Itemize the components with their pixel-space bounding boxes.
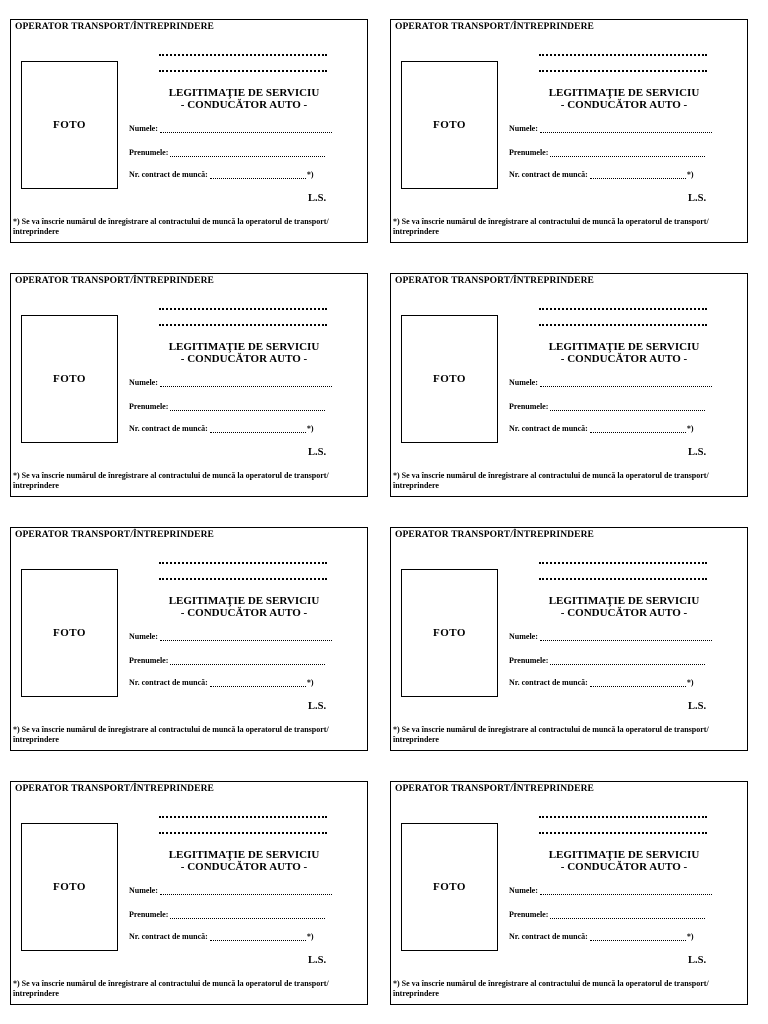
operator-header: OPERATOR TRANSPORT/ÎNTREPRINDERE: [395, 530, 594, 540]
firstname-input-line[interactable]: [550, 403, 705, 411]
card-title-sub: - CONDUCĂTOR AUTO -: [560, 353, 688, 365]
operator-name-line[interactable]: [539, 559, 707, 564]
operator-name-line[interactable]: [159, 51, 327, 56]
firstname-input-line[interactable]: [170, 149, 325, 157]
name-input-line[interactable]: [540, 887, 712, 895]
stamp-label: L.S.: [308, 701, 327, 712]
card-title-sub: - CONDUCĂTOR AUTO -: [180, 99, 308, 111]
card-title-main: LEGITIMAŢIE DE SERVICIU: [168, 341, 320, 353]
operator-name-line[interactable]: [159, 813, 327, 818]
name-label: Numele:: [509, 124, 538, 133]
operator-header: OPERATOR TRANSPORT/ÎNTREPRINDERE: [15, 22, 214, 32]
photo-box: [21, 61, 118, 189]
contract-input-line[interactable]: [590, 425, 686, 433]
firstname-label: Prenumele:: [509, 910, 549, 919]
name-input-line[interactable]: [160, 633, 332, 641]
contract-label: Nr. contract de muncă:: [509, 424, 588, 433]
card-title-main: LEGITIMAŢIE DE SERVICIU: [168, 87, 320, 99]
firstname-input-line[interactable]: [550, 149, 705, 157]
contract-label: Nr. contract de muncă:: [509, 678, 588, 687]
card-title-sub: - CONDUCĂTOR AUTO -: [560, 861, 688, 873]
photo-box: [21, 315, 118, 443]
card-title-main: LEGITIMAŢIE DE SERVICIU: [548, 87, 700, 99]
id-card-4: [390, 273, 748, 497]
photo-box: [21, 823, 118, 951]
contract-label: Nr. contract de muncă:: [129, 170, 208, 179]
contract-footnote-mark: *): [306, 170, 314, 179]
name-input-line[interactable]: [160, 887, 332, 895]
contract-footnote-mark: *): [306, 932, 314, 941]
footnote: *) Se va înscrie numărul de înregistrare al contractului de muncă la operatorul de transport/întreprindere: [393, 217, 709, 236]
id-card-5: [10, 527, 368, 751]
firstname-field[interactable]: [129, 910, 325, 919]
firstname-field[interactable]: [129, 148, 325, 157]
id-card-2: [390, 19, 748, 243]
name-input-line[interactable]: [540, 633, 712, 641]
photo-label: FOTO: [433, 881, 466, 893]
stamp-label: L.S.: [688, 955, 707, 966]
photo-box: [21, 569, 118, 697]
name-field[interactable]: [509, 124, 712, 133]
name-field[interactable]: [509, 378, 712, 387]
firstname-field[interactable]: [509, 148, 705, 157]
photo-label: FOTO: [433, 373, 466, 385]
card-title: [151, 849, 337, 873]
card-title-sub: - CONDUCĂTOR AUTO -: [180, 861, 308, 873]
card-title: [531, 595, 717, 619]
card-title: [531, 849, 717, 873]
footnote: *) Se va înscrie numărul de înregistrare al contractului de muncă la operatorul de transport/întreprindere: [13, 979, 329, 998]
operator-name-line[interactable]: [539, 305, 707, 310]
footnote: *) Se va înscrie numărul de înregistrare al contractului de muncă la operatorul de transport/întreprindere: [393, 471, 709, 490]
name-field[interactable]: [509, 886, 712, 895]
contract-field[interactable]: [509, 424, 693, 433]
id-card-1: [10, 19, 368, 243]
card-title-sub: - CONDUCĂTOR AUTO -: [180, 353, 308, 365]
operator-name-line[interactable]: [159, 559, 327, 564]
photo-box: [401, 823, 498, 951]
photo-label: FOTO: [53, 373, 86, 385]
contract-input-line[interactable]: [590, 679, 686, 687]
firstname-label: Prenumele:: [129, 402, 169, 411]
operator-header: OPERATOR TRANSPORT/ÎNTREPRINDERE: [15, 784, 214, 794]
firstname-label: Prenumele:: [129, 148, 169, 157]
card-title: [151, 595, 337, 619]
operator-header: OPERATOR TRANSPORT/ÎNTREPRINDERE: [395, 22, 594, 32]
contract-field[interactable]: [129, 932, 313, 941]
contract-footnote-mark: *): [306, 424, 314, 433]
firstname-field[interactable]: [129, 656, 325, 665]
stamp-label: L.S.: [308, 447, 327, 458]
stamp-label: L.S.: [688, 447, 707, 458]
name-field[interactable]: [509, 632, 712, 641]
firstname-label: Prenumele:: [129, 656, 169, 665]
name-label: Numele:: [129, 886, 158, 895]
operator-address-line[interactable]: [159, 575, 327, 580]
card-title-main: LEGITIMAŢIE DE SERVICIU: [548, 595, 700, 607]
name-input-line[interactable]: [540, 379, 712, 387]
name-field[interactable]: [129, 886, 332, 895]
operator-header: OPERATOR TRANSPORT/ÎNTREPRINDERE: [15, 276, 214, 286]
contract-field[interactable]: [509, 932, 693, 941]
firstname-label: Prenumele:: [509, 656, 549, 665]
contract-footnote-mark: *): [306, 678, 314, 687]
stamp-label: L.S.: [308, 193, 327, 204]
photo-box: [401, 61, 498, 189]
photo-box: [401, 315, 498, 443]
firstname-label: Prenumele:: [129, 910, 169, 919]
name-label: Numele:: [129, 632, 158, 641]
id-card-6: [390, 527, 748, 751]
card-title-main: LEGITIMAŢIE DE SERVICIU: [168, 595, 320, 607]
name-input-line[interactable]: [160, 125, 332, 133]
contract-label: Nr. contract de muncă:: [129, 424, 208, 433]
name-input-line[interactable]: [160, 379, 332, 387]
name-field[interactable]: [129, 378, 332, 387]
firstname-input-line[interactable]: [170, 403, 325, 411]
operator-address-line[interactable]: [539, 321, 707, 326]
firstname-input-line[interactable]: [550, 911, 705, 919]
contract-field[interactable]: [509, 678, 693, 687]
name-label: Numele:: [129, 124, 158, 133]
card-title-sub: - CONDUCĂTOR AUTO -: [560, 99, 688, 111]
operator-address-line[interactable]: [539, 67, 707, 72]
contract-field[interactable]: [129, 424, 313, 433]
photo-box: [401, 569, 498, 697]
operator-header: OPERATOR TRANSPORT/ÎNTREPRINDERE: [15, 530, 214, 540]
contract-field[interactable]: [129, 678, 313, 687]
footnote: *) Se va înscrie numărul de înregistrare al contractului de muncă la operatorul de transport/întreprindere: [13, 217, 329, 236]
operator-header: OPERATOR TRANSPORT/ÎNTREPRINDERE: [395, 276, 594, 286]
operator-header: OPERATOR TRANSPORT/ÎNTREPRINDERE: [395, 784, 594, 794]
card-title: [151, 341, 337, 365]
name-label: Numele:: [509, 632, 538, 641]
card-title-sub: - CONDUCĂTOR AUTO -: [180, 607, 308, 619]
contract-footnote-mark: *): [686, 170, 694, 179]
stamp-label: L.S.: [688, 193, 707, 204]
footnote: *) Se va înscrie numărul de înregistrare al contractului de muncă la operatorul de transport/întreprindere: [393, 725, 709, 744]
card-title: [151, 87, 337, 111]
name-label: Numele:: [509, 886, 538, 895]
contract-footnote-mark: *): [686, 678, 694, 687]
contract-footnote-mark: *): [686, 932, 694, 941]
card-title: [531, 87, 717, 111]
card-title-main: LEGITIMAŢIE DE SERVICIU: [548, 341, 700, 353]
photo-label: FOTO: [433, 119, 466, 131]
firstname-input-line[interactable]: [170, 657, 325, 665]
footnote: *) Se va înscrie numărul de înregistrare al contractului de muncă la operatorul de transport/întreprindere: [13, 471, 329, 490]
card-title-main: LEGITIMAŢIE DE SERVICIU: [168, 849, 320, 861]
contract-field[interactable]: [509, 170, 693, 179]
operator-address-line[interactable]: [539, 829, 707, 834]
operator-name-line[interactable]: [539, 51, 707, 56]
operator-address-line[interactable]: [539, 575, 707, 580]
name-input-line[interactable]: [540, 125, 712, 133]
name-field[interactable]: [129, 632, 332, 641]
contract-input-line[interactable]: [590, 933, 686, 941]
photo-label: FOTO: [53, 119, 86, 131]
stamp-label: L.S.: [308, 955, 327, 966]
contract-label: Nr. contract de muncă:: [509, 170, 588, 179]
id-card-7: [10, 781, 368, 1005]
id-card-3: [10, 273, 368, 497]
contract-input-line[interactable]: [590, 171, 686, 179]
card-title-main: LEGITIMAŢIE DE SERVICIU: [548, 849, 700, 861]
operator-name-line[interactable]: [159, 305, 327, 310]
contract-label: Nr. contract de muncă:: [509, 932, 588, 941]
card-title: [531, 341, 717, 365]
photo-label: FOTO: [433, 627, 466, 639]
contract-field[interactable]: [129, 170, 313, 179]
firstname-input-line[interactable]: [170, 911, 325, 919]
id-card-8: [390, 781, 748, 1005]
operator-name-line[interactable]: [539, 813, 707, 818]
contract-input-line[interactable]: [210, 933, 306, 941]
firstname-field[interactable]: [129, 402, 325, 411]
firstname-field[interactable]: [509, 910, 705, 919]
firstname-field[interactable]: [509, 402, 705, 411]
footnote: *) Se va înscrie numărul de înregistrare al contractului de muncă la operatorul de transport/întreprindere: [13, 725, 329, 744]
operator-address-line[interactable]: [159, 829, 327, 834]
contract-label: Nr. contract de muncă:: [129, 932, 208, 941]
contract-input-line[interactable]: [210, 679, 306, 687]
name-field[interactable]: [129, 124, 332, 133]
footnote: *) Se va înscrie numărul de înregistrare al contractului de muncă la operatorul de transport/întreprindere: [393, 979, 709, 998]
firstname-field[interactable]: [509, 656, 705, 665]
photo-label: FOTO: [53, 627, 86, 639]
contract-footnote-mark: *): [686, 424, 694, 433]
name-label: Numele:: [509, 378, 538, 387]
firstname-label: Prenumele:: [509, 402, 549, 411]
firstname-input-line[interactable]: [550, 657, 705, 665]
photo-label: FOTO: [53, 881, 86, 893]
contract-label: Nr. contract de muncă:: [129, 678, 208, 687]
operator-address-line[interactable]: [159, 67, 327, 72]
firstname-label: Prenumele:: [509, 148, 549, 157]
stamp-label: L.S.: [688, 701, 707, 712]
contract-input-line[interactable]: [210, 425, 306, 433]
operator-address-line[interactable]: [159, 321, 327, 326]
name-label: Numele:: [129, 378, 158, 387]
card-title-sub: - CONDUCĂTOR AUTO -: [560, 607, 688, 619]
contract-input-line[interactable]: [210, 171, 306, 179]
